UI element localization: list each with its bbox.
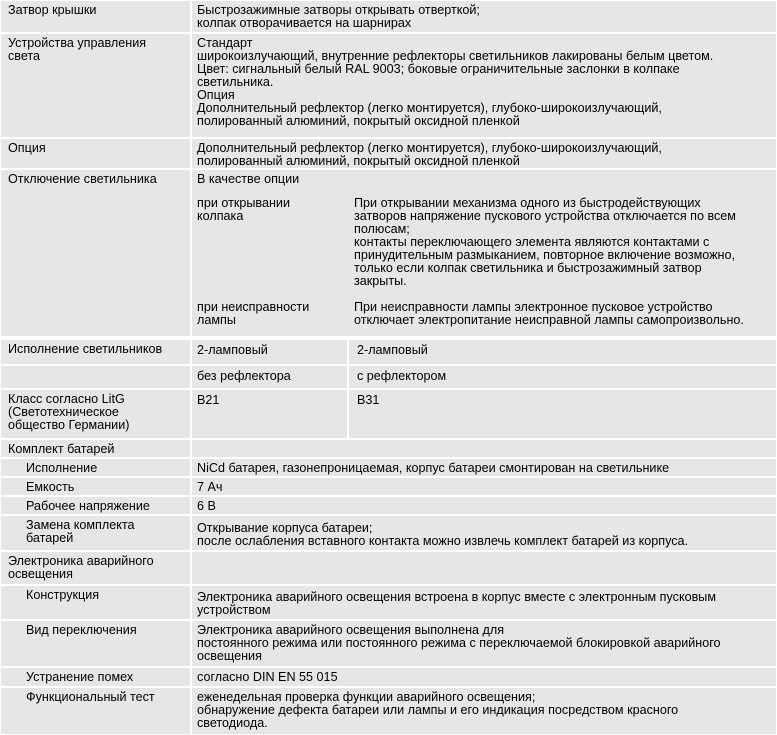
- value-right: [349, 366, 776, 388]
- row-label-text: Функциональный тест: [26, 690, 155, 704]
- row-battery-design: [0, 459, 777, 476]
- row-label: [1, 34, 190, 137]
- value-left: [192, 390, 347, 438]
- value-line: 6 В: [197, 499, 216, 513]
- row-battery-set: [0, 440, 777, 457]
- row-capacity: [0, 478, 777, 495]
- row-switch-mode: [0, 621, 777, 666]
- value-line: полированный алюминий, покрытый оксидной пленкой: [197, 114, 520, 128]
- value-line: 2-ламповый: [197, 343, 268, 357]
- case-label-line: при открывании: [197, 196, 290, 210]
- value-line: Стандарт: [197, 36, 253, 50]
- row-label: [1, 668, 190, 686]
- value-line: широкоизлучающий, внутренние рефлекторы светильников лакированы белым цветом.: [197, 49, 714, 63]
- row-label-text: батарей: [26, 531, 74, 545]
- value-line: Дополнительный рефлектор (легко монтируется), глубоко-широкоизлучающий,: [197, 141, 662, 155]
- case-lamp-fault-label: [197, 301, 309, 327]
- value-line: колпак отворачивается на шарнирах: [197, 16, 412, 30]
- value-line: Открывание корпуса батареи;: [197, 521, 373, 535]
- case-open-cover-label: [197, 197, 290, 223]
- row-voltage: [0, 497, 777, 514]
- row-label-text: Опция: [8, 141, 46, 155]
- row-battery-replace: [0, 516, 777, 550]
- row-label-text: освещения: [8, 567, 73, 581]
- value-line: Цвет: сигнальный белый RAL 9003; боковые ограничительные заслонки в колпаке: [197, 62, 680, 76]
- row-value-empty: [192, 552, 776, 584]
- case-text-line: полюсам;: [354, 222, 410, 236]
- value-intro: В качестве опции: [197, 172, 300, 186]
- row-label-text: Исполнение светильников: [8, 342, 163, 356]
- case-text-line: При неисправности лампы электронное пусковое устройство: [354, 300, 713, 314]
- row-label-empty: [1, 366, 190, 388]
- value-line: полированный алюминий, покрытый оксидной пленкой: [197, 154, 520, 168]
- row-value: [192, 478, 776, 495]
- row-value: [192, 34, 776, 137]
- row-label-text: Комплект батарей: [8, 442, 115, 456]
- row-label: [1, 478, 190, 495]
- value-line: после ослабления вставного контакта можно извлечь комплект батарей из корпуса.: [197, 534, 689, 548]
- row-label: [1, 139, 190, 168]
- case-lamp-fault-text: [354, 301, 744, 327]
- row-label: [1, 552, 190, 584]
- row-value-empty: [192, 440, 776, 457]
- row-value: [192, 586, 776, 619]
- row-interference: [0, 668, 777, 686]
- value-line: освещения: [197, 649, 262, 663]
- case-text-line: принудительным размыканием, повторное включение возможно,: [354, 248, 735, 262]
- value-line: Электроника аварийного освещения встроена в корпус вместе с электронным пусковым: [197, 590, 716, 604]
- row-label-text: Конструкция: [26, 588, 100, 602]
- value-line: с рефлектором: [357, 369, 447, 383]
- row-label-text: света: [8, 49, 41, 63]
- value-line: B31: [357, 393, 380, 407]
- row-label: [1, 459, 190, 476]
- row-label: [1, 688, 190, 734]
- value-line: согласно DIN EN 55 015: [197, 670, 338, 684]
- case-text-line: закрыты.: [354, 274, 407, 288]
- row-function-test: [0, 688, 777, 734]
- row-label: [1, 170, 190, 336]
- value-right: [349, 390, 776, 438]
- row-label-text: Замена комплекта: [26, 518, 135, 532]
- row-label-text: Исполнение: [26, 461, 98, 475]
- row-label: [1, 516, 190, 550]
- case-text-line: При открывании механизма одного из быстродействующих: [354, 196, 701, 210]
- row-label: [1, 621, 190, 666]
- value-line: 2-ламповый: [357, 343, 428, 357]
- row-label-text: (Светотехническое: [8, 405, 119, 419]
- row-label-text: Устранение помех: [26, 670, 134, 684]
- value-line: 7 Ач: [197, 480, 223, 494]
- row-label-text: Электроника аварийного: [8, 554, 154, 568]
- value-line: Быстрозажимные затворы открывать отверткой;: [197, 3, 480, 17]
- row-label-text: Отключение светильника: [8, 172, 157, 186]
- value-line: постоянного режима или постоянного режима с переключаемой блокировкой аварийного: [197, 636, 721, 650]
- value-line: без рефлектора: [197, 369, 291, 383]
- value-line: светодиода.: [197, 716, 268, 730]
- value-line: устройством: [197, 603, 271, 617]
- row-label-text: Рабочее напряжение: [26, 499, 150, 513]
- row-litg-class: [0, 390, 777, 438]
- value-line: светильника.: [197, 75, 274, 89]
- row-light-control: [0, 34, 777, 137]
- case-text-line: отключает электропитание неисправной лампы самопроизвольно.: [354, 313, 744, 327]
- case-label-line: лампы: [197, 313, 236, 327]
- value-line: B21: [197, 393, 220, 407]
- row-lamp-disconnect: [0, 170, 777, 336]
- value-left: [192, 366, 347, 388]
- row-design: [0, 340, 777, 364]
- row-label-text: Класс согласно LitG: [8, 392, 125, 406]
- row-label-text: Затвор крышки: [8, 3, 97, 17]
- row-construction: [0, 586, 777, 619]
- row-cover-lock: [0, 1, 777, 32]
- row-value: [192, 459, 776, 476]
- value-left: [192, 340, 347, 364]
- row-label: [1, 440, 190, 457]
- row-value: [192, 688, 776, 734]
- case-open-cover-text: [354, 197, 736, 288]
- row-label: [1, 497, 190, 514]
- row-label-text: общество Германии): [8, 418, 130, 432]
- row-option: [0, 139, 777, 168]
- row-label: [1, 340, 190, 364]
- row-value: [192, 516, 776, 550]
- case-label-line: при неисправности: [197, 300, 310, 314]
- row-label-text: Вид переключения: [26, 623, 137, 637]
- value-line: Электроника аварийного освещения выполнена для: [197, 623, 505, 637]
- value-line: Опция: [197, 88, 235, 102]
- case-label-line: колпака: [197, 209, 244, 223]
- row-value: [192, 170, 776, 336]
- case-text-line: только если колпак светильника и быстрозажимный затвор: [354, 261, 702, 275]
- row-value: [192, 668, 776, 686]
- row-value: [192, 497, 776, 514]
- row-emergency-electronics: [0, 552, 777, 584]
- case-text-line: контакты переключающего элемента являются контактами с: [354, 235, 710, 249]
- value-right: [349, 340, 776, 364]
- value-line: Дополнительный рефлектор (легко монтируется), глубоко-широкоизлучающий,: [197, 101, 662, 115]
- value-line: еженедельная проверка функции аварийного освещения;: [197, 690, 536, 704]
- row-label-text: Емкость: [26, 480, 75, 494]
- value-line: обнаружение дефекта батареи или лампы и его индикация посредством красного: [197, 703, 679, 717]
- case-text-line: затворов напряжение пускового устройства отключается по всем: [354, 209, 736, 223]
- row-label: [1, 586, 190, 619]
- value-line: NiCd батарея, газонепроницаемая, корпус батареи смонтирован на светильнике: [197, 461, 670, 475]
- row-label: [1, 390, 190, 438]
- row-reflector: [0, 366, 777, 388]
- row-value: [192, 1, 776, 32]
- row-value: [192, 621, 776, 666]
- row-value: [192, 139, 776, 168]
- row-label: [1, 1, 190, 32]
- row-label-text: Устройства управления: [8, 36, 147, 50]
